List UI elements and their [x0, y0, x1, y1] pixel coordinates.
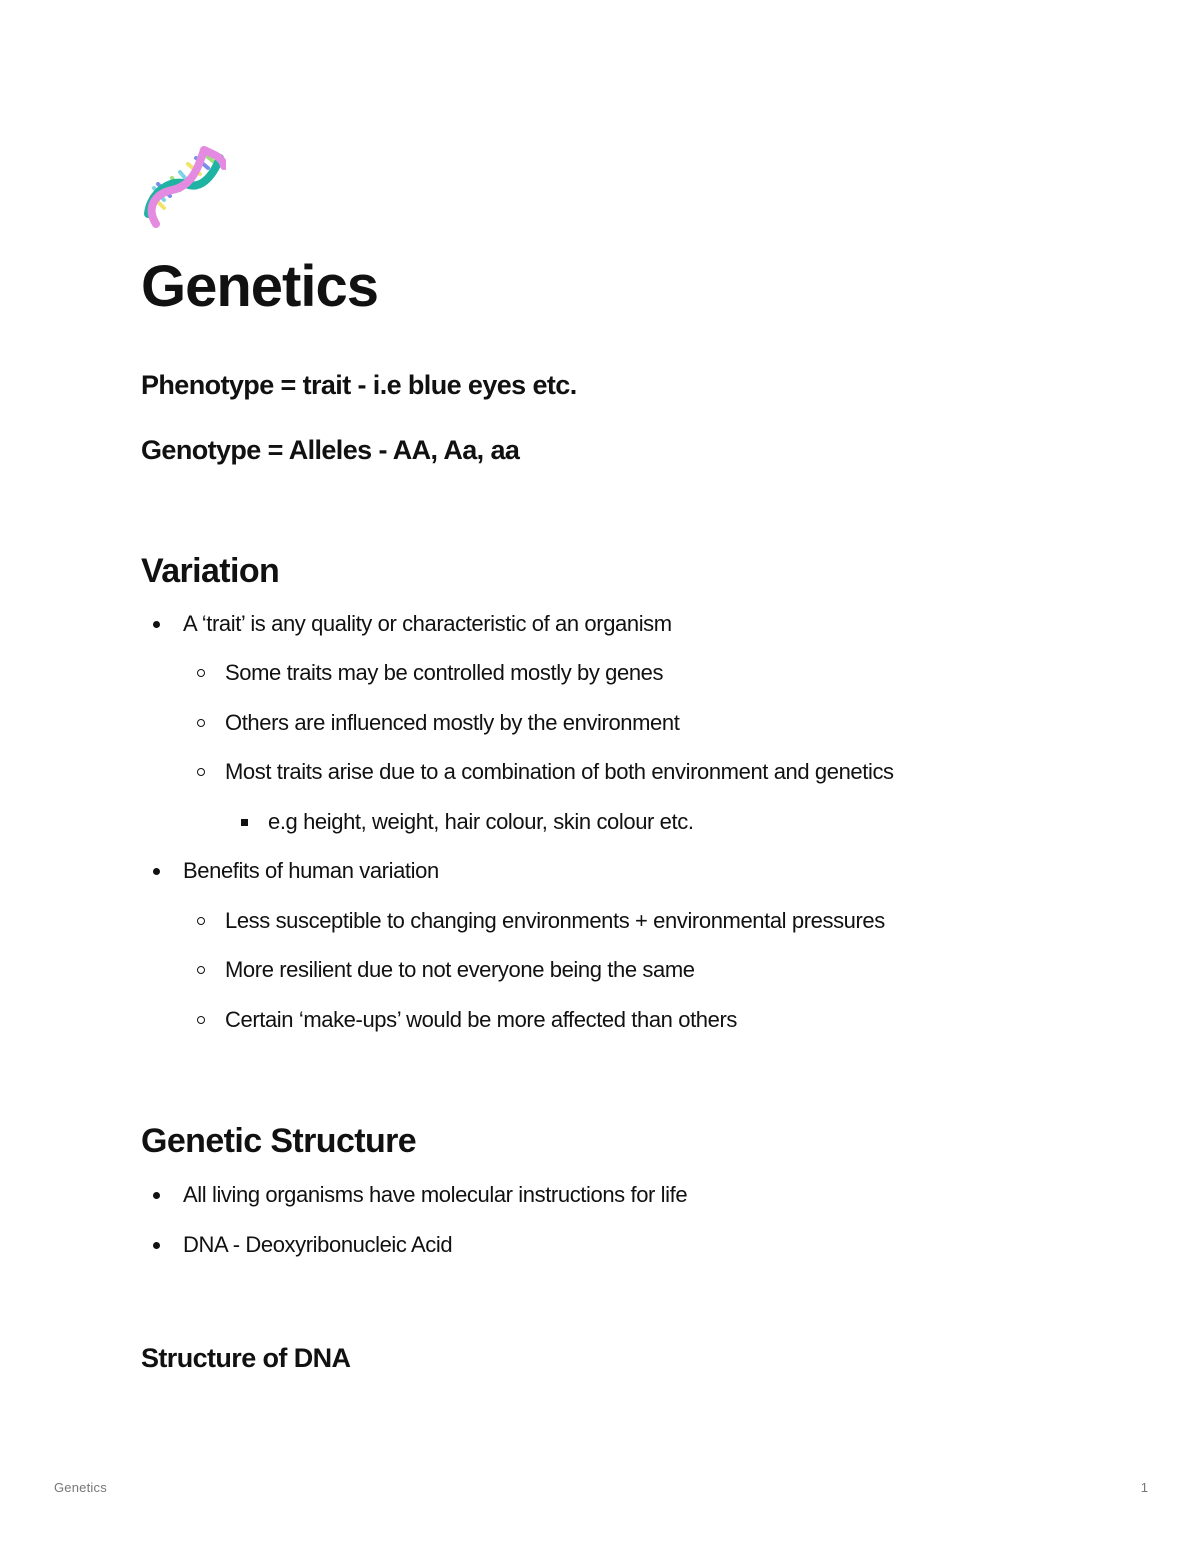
list-item-text: More resilient due to not everyone being the same — [225, 957, 695, 982]
dna-icon — [142, 144, 226, 228]
list-item — [197, 1002, 737, 1038]
bullet-circle-icon — [197, 768, 205, 776]
phenotype-definition: Phenotype = trait - i.e blue eyes etc. — [141, 370, 577, 400]
list-item-text: Most traits arise due to a combination of both environment and genetics — [225, 759, 894, 784]
bullet-circle-icon — [197, 966, 205, 974]
bullet-circle-icon — [197, 719, 205, 727]
list-item — [153, 853, 439, 889]
list-item-text: Less susceptible to changing environments + environmental pressures — [225, 908, 885, 933]
bullet-disc-icon — [153, 621, 160, 628]
list-item — [153, 1227, 452, 1263]
list-item — [197, 952, 695, 988]
bullet-circle-icon — [197, 669, 205, 677]
bullet-circle-icon — [197, 1016, 205, 1024]
bullet-circle-icon — [197, 917, 205, 925]
genotype-definition: Genotype = Alleles - AA, Aa, aa — [141, 435, 520, 465]
list-item-text: e.g height, weight, hair colour, skin colour etc. — [268, 809, 694, 834]
bullet-disc-icon — [153, 1192, 160, 1199]
list-item-text: A ‘trait’ is any quality or characteristic of an organism — [183, 611, 672, 636]
page-title: Genetics — [141, 254, 378, 319]
bullet-disc-icon — [153, 1242, 160, 1249]
list-item — [153, 1177, 687, 1213]
list-item-text: Others are influenced mostly by the environment — [225, 710, 680, 735]
list-item — [197, 655, 663, 691]
list-item — [241, 804, 694, 840]
genetic-structure-heading: Genetic Structure — [141, 1122, 417, 1160]
variation-heading: Variation — [141, 552, 280, 590]
footer-page-number: 1 — [1140, 1480, 1148, 1495]
list-item-text: Benefits of human variation — [183, 858, 439, 883]
list-item-text: All living organisms have molecular instructions for life — [183, 1182, 688, 1207]
bullet-square-icon — [241, 819, 248, 826]
list-item-text: Certain ‘make-ups’ would be more affected than others — [225, 1007, 737, 1032]
structure-of-dna-heading: Structure of DNA — [141, 1343, 351, 1373]
list-item-text: DNA - Deoxyribonucleic Acid — [183, 1232, 453, 1257]
list-item — [197, 903, 885, 939]
list-item — [197, 754, 894, 790]
list-item — [153, 606, 672, 642]
bullet-disc-icon — [153, 868, 160, 875]
list-item — [197, 705, 679, 741]
footer-document-name: Genetics — [54, 1480, 107, 1495]
list-item-text: Some traits may be controlled mostly by genes — [225, 660, 664, 685]
